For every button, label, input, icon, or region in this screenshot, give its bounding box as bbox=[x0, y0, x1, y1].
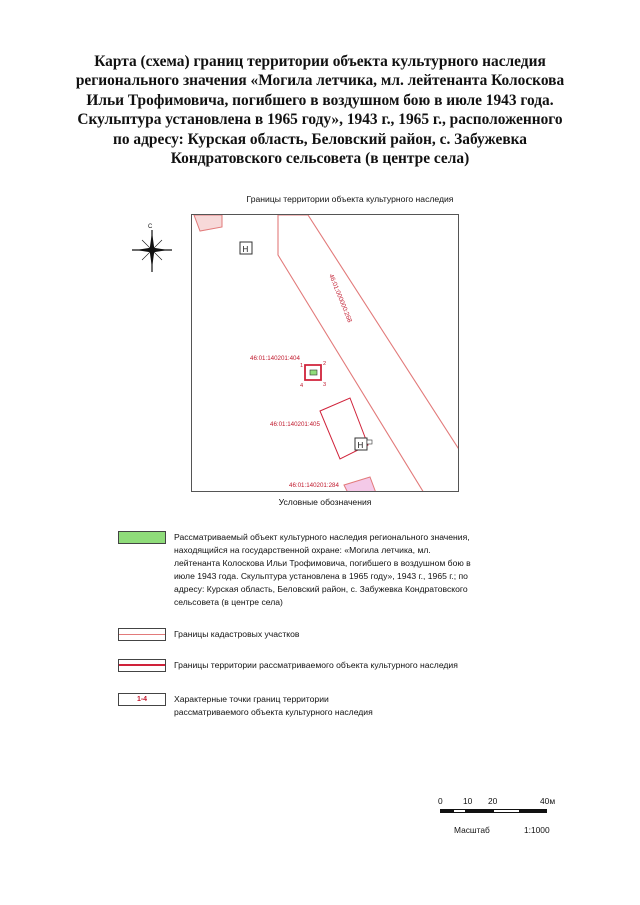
parcel-405-label: 46:01:140201:405 bbox=[270, 421, 320, 428]
scale-bar bbox=[430, 796, 570, 846]
point-label: 4 bbox=[300, 383, 304, 389]
scale-ratio: 1:1000 bbox=[524, 825, 550, 835]
legend-line: сельсовета (в центре села) bbox=[174, 597, 283, 607]
title-line: Скульптура установлена в 1965 году», 1943 г., 1965 г., расположенного bbox=[77, 111, 563, 129]
building-marker bbox=[355, 438, 367, 450]
map-title bbox=[70, 52, 570, 168]
legend-line: Характерные точки границ территории bbox=[174, 694, 329, 704]
legend-item-points bbox=[118, 693, 598, 723]
legend-line: находящийся на государственной охране: «Могила летчика, мл. bbox=[174, 545, 431, 555]
scale-segment bbox=[466, 809, 493, 813]
road-parcel bbox=[278, 215, 459, 492]
legend-swatch-cadastral bbox=[118, 628, 166, 641]
legend-text bbox=[174, 531, 471, 609]
parcel-284-label: 46:01:140201:284 bbox=[289, 482, 339, 489]
point-label: 3 bbox=[323, 382, 327, 388]
scale-segment bbox=[493, 809, 520, 813]
title-line: регионального значения «Могила летчика, мл. лейтенанта Колоскова bbox=[75, 72, 565, 90]
scale-tick-label: 20 bbox=[488, 796, 498, 806]
scale-tick-label: 40м bbox=[540, 796, 556, 806]
legend-line: лейтенанта Колоскова Ильи Трофимовича, погибшего в воздушном бою в bbox=[174, 558, 471, 568]
scale-segment bbox=[453, 809, 466, 813]
title-line: Кондратовского сельсовета (в центре села) bbox=[170, 150, 470, 168]
legend-line: адресу: Курская область, Беловский район, с. Забужевка Кондратовского bbox=[174, 584, 468, 594]
scale-segment bbox=[520, 809, 547, 813]
title-line: Карта (схема) границ территории объекта культурного наследия bbox=[94, 53, 546, 70]
parcel-284 bbox=[344, 477, 376, 492]
legend-title: Условные обозначения bbox=[278, 497, 372, 507]
legend-swatch-object bbox=[118, 531, 166, 544]
legend-line: июле 1943 года. Скульптура установлена в 1965 году», 1943 г., 1965 г.; по bbox=[174, 571, 468, 581]
title-line: по адресу: Курская область, Беловский район, с. Забужевка bbox=[113, 130, 527, 148]
legend-line: Границы кадастровых участков bbox=[174, 629, 300, 639]
scale-segment bbox=[440, 809, 453, 813]
legend-item-object bbox=[118, 531, 598, 611]
legend-line: Границы территории рассматриваемого объекта культурного наследия bbox=[174, 660, 458, 670]
legend-item-cadastral bbox=[118, 628, 598, 642]
scale-tick-label: 10 bbox=[463, 796, 473, 806]
legend-line: Рассматриваемый объект культурного наследия регионального значения, bbox=[174, 532, 470, 542]
legend-swatch-points: 1-4 bbox=[118, 693, 166, 706]
building-marker-label: Н bbox=[242, 245, 249, 254]
legend-swatch-territory bbox=[118, 659, 166, 672]
parcel-top-left bbox=[194, 215, 222, 231]
monument-object bbox=[310, 370, 317, 375]
point-label: 2 bbox=[323, 361, 327, 367]
scale-label: Масштаб bbox=[454, 825, 490, 835]
north-label: С bbox=[148, 224, 153, 230]
point-label: 1 bbox=[300, 363, 304, 369]
north-arrow-icon bbox=[130, 220, 174, 276]
building-marker-label: Н bbox=[357, 441, 364, 450]
map-caption: Границы территории объекта культурного наследия bbox=[246, 194, 454, 204]
building-marker bbox=[240, 242, 252, 254]
parcel-404-label: 46:01:140201:404 bbox=[250, 355, 300, 362]
title-line: Ильи Трофимовича, погибшего в воздушном бою в июле 1943 года. bbox=[86, 91, 554, 109]
map-frame[interactable] bbox=[191, 214, 459, 492]
map-canvas bbox=[192, 215, 459, 492]
legend-line: рассматриваемого объекта культурного наследия bbox=[174, 707, 373, 717]
legend-text bbox=[174, 693, 373, 719]
legend-item-territory bbox=[118, 659, 598, 673]
road-parcel-label: 46:01:000000:268 bbox=[327, 273, 353, 324]
scale-tick-label: 0 bbox=[438, 796, 443, 806]
